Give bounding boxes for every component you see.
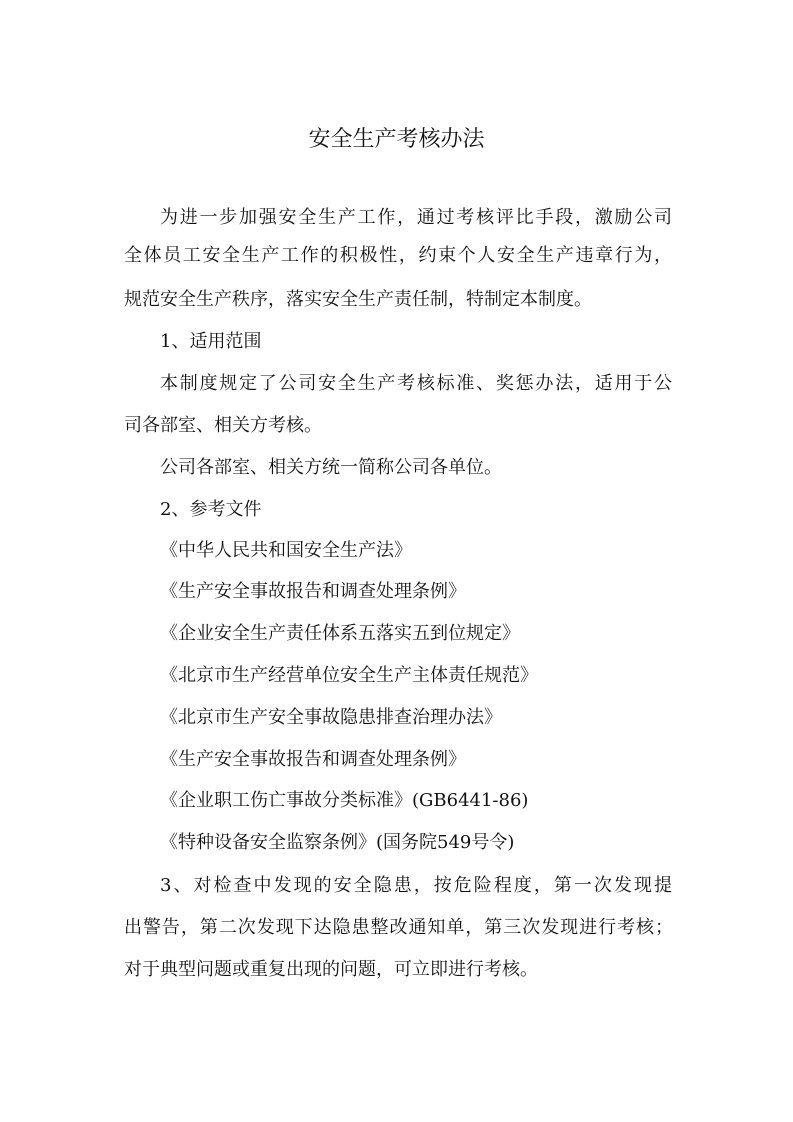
reference-item: 《中华人民共和国安全生产法》 [160, 540, 412, 561]
paragraph-line: 为进一步加强安全生产工作，通过考核评比手段，激励公司 [160, 207, 672, 228]
paragraph-line: 3、对检查中发现的安全隐患，按危险程度，第一次发现提 [160, 875, 672, 896]
reference-item: 《企业安全生产责任体系五落实五到位规定》 [160, 623, 520, 644]
reference-item: 《北京市生产安全事故隐患排查治理办法》 [160, 707, 502, 728]
reference-item: 《特种设备安全监察条例》(国务院549号令) [160, 832, 515, 853]
paragraph-line: 出警告，第二次发现下达隐患整改通知单，第三次发现进行考核； [124, 917, 672, 938]
paragraph-line: 全体员工安全生产工作的积极性，约束个人安全生产违章行为， [124, 245, 672, 266]
section-heading: 1、适用范围 [160, 331, 262, 352]
paragraph-line: 公司各部室、相关方统一简称公司各单位。 [160, 457, 502, 478]
paragraph-line: 司各部室、相关方考核。 [124, 415, 322, 436]
section-heading: 2、参考文件 [160, 499, 262, 520]
paragraph-line: 本制度规定了公司安全生产考核标准、奖惩办法，适用于公 [160, 373, 672, 394]
reference-item: 《生产安全事故报告和调查处理条例》 [160, 581, 466, 602]
paragraph-line: 规范安全生产秩序，落实安全生产责任制，特制定本制度。 [124, 289, 592, 310]
reference-item: 《企业职工伤亡事故分类标准》(GB6441-86) [160, 790, 529, 811]
reference-item: 《北京市生产经营单位安全生产主体责任规范》 [160, 665, 538, 686]
document-title: 安全生产考核办法 [308, 127, 485, 152]
reference-item: 《生产安全事故报告和调查处理条例》 [160, 749, 466, 770]
paragraph-line: 对于典型问题或重复出现的问题，可立即进行考核。 [124, 959, 538, 980]
